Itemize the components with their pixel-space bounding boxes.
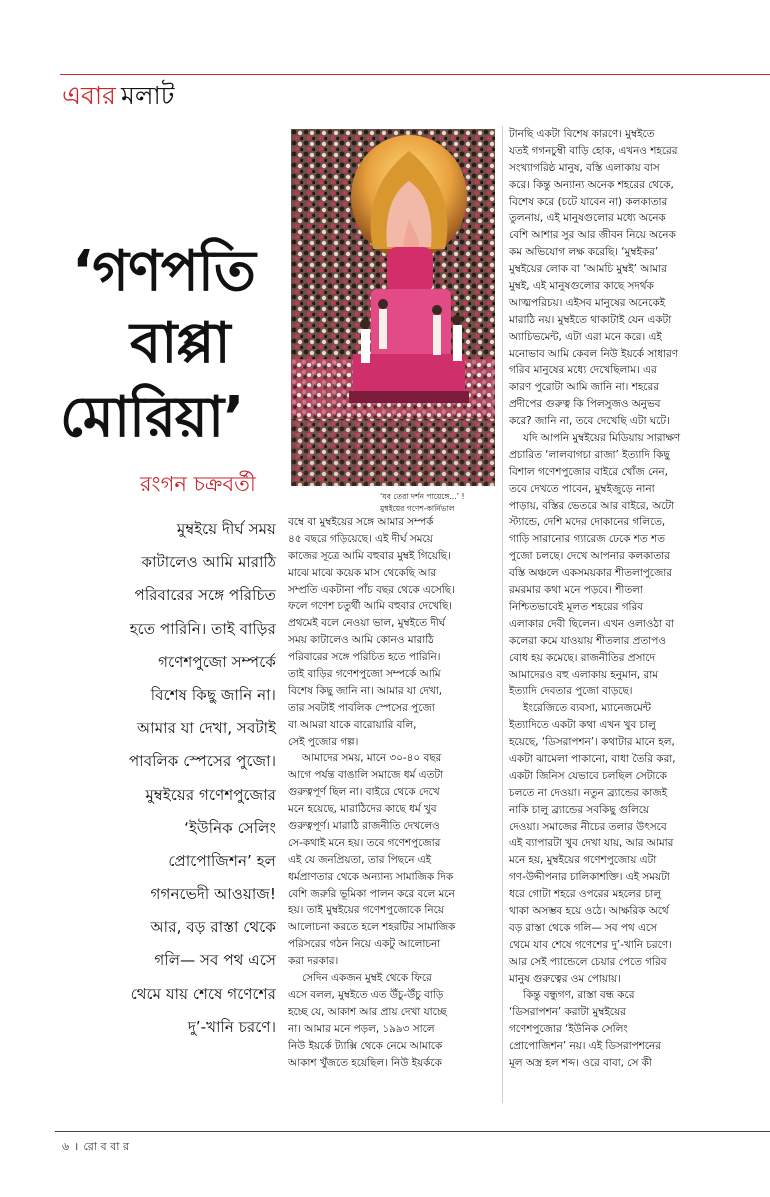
headline-line-3: মোরিয়া’ [60,385,244,450]
column-divider [502,126,503,1103]
body-line: কারণ পুরোটা আমি জানি না। শহরের [509,381,659,394]
intro-line: গণেশপুজো সম্পর্কে [158,652,276,671]
body-line: প্রোপোজিশন’ নয়। এই ডিসরাপশনের [509,1040,661,1053]
body-column-3 [509,126,680,1072]
body-line: কম অভিযোগ লক্ষ করেছি। ‘মুম্বইকর’ [509,246,659,259]
body-line: সে-কথাই মনে হয়। তবে গণেশপুজোর [288,836,441,849]
body-line: দেওয়া। সমাজের নীচের তলার উৎসবে [509,820,667,833]
body-line: হচ্ছে যে, আকাশ আর প্রায় দেখা যাচ্ছে [288,1005,447,1018]
body-line: নিশ্চিতভাবেই মূলত শহরের গরিব [509,600,644,613]
body-line: বম্বে বা মুম্বইয়ের সঙ্গে আমার সম্পর্ক [288,516,434,528]
body-line: নাকি চালু ব্র্যান্ডের সবকিছু গুলিয়ে [509,803,650,816]
body-line: বোধ হয় কমেছে। রাজনীতির প্রসাদে [509,651,655,664]
body-line: গরিব মানুষের মধ্যে দেখেছিলাম। এর [509,364,657,377]
section-title-second: মলাট [120,81,175,110]
body-line: মনে হয়েছে, মারাঠিদের কাছে ধর্ম খুব [288,803,437,816]
body-line: মুম্বইয়ের লোক বা ‘আমচি মুম্বই’ আমার [509,263,667,276]
body-line: প্রথমেই বলে নেওয়া ভাল, মুম্বইতে দীর্ঘ [288,617,446,630]
body-line: এই যে জনপ্রিয়তা, তার পিছনে এই [288,853,432,866]
body-line: সম্প্রতি একটানা পাঁচ বছর থেকে এসেছি। [288,583,455,596]
body-line: হয়েছে, ‘ডিসরাপশন’। কথাটার মানে হল, [509,736,675,749]
body-line: মুম্বই, এই মানুষগুলোর কাছে সদর্থক [509,280,654,293]
body-line: ইংরেজিতে ব্যবসা, ম্যানেজমেন্ট [523,702,651,715]
body-line: আমাদের সময়, মানে ৩০-৪০ বছর [302,752,442,765]
body-line: আত্মপরিচয়। এইসব মানুষের অনেকেই [509,296,666,309]
body-line: কাজের সূত্রে আমি বহুবার মুম্বই গিয়েছি। [288,549,451,562]
section-title [62,80,174,112]
body-line: ইত্যাদি দেবতার পুজো বাড়ছে। [509,685,633,698]
body-line: আগে পর্যন্ত বাঙালি সমাজে ধর্ম এতটা [288,769,444,782]
body-line: এই ব্যাপারটা খুব দেখা যায়, আর আমার [509,837,674,850]
photo-caption [380,491,500,515]
body-line: ইত্যাদিতে একটা কথা এখন খুব চালু [509,719,656,732]
intro-line: কাটালেও আমি মারাঠি [141,553,276,572]
body-line: অ্যাচিভমেন্ট, এটা এরা মনে করে। এই [509,330,662,343]
body-line: আকাশ খুঁজতে হয়েছিল। নিউ ইয়র্ককে [288,1056,442,1069]
body-line: না। আমার মনে পড়ল, ১৯৯৩ সালে [288,1022,435,1035]
intro-line: পরিবারের সঙ্গে পরিচিত [134,586,276,605]
body-line: বস্তি অঞ্চলে একসময়কার শীতলাপুজোর [509,567,672,580]
intro-line: থেমে যায় শেষে গণেশের [130,984,276,1003]
body-line: বেশি জরুরি ভূমিকা পালন করে বলে মনে [288,887,455,900]
body-line: করা দরকার। [288,955,339,968]
body-line: স্ট্যান্ডে, দেশি মদের দোকানের গলিতে, [509,516,666,529]
body-line: গণ-উদ্দীপনার চালিকাশক্তি। এই সময়টা [509,871,670,884]
body-line: করে। কিন্তু অন্যান্য অনেক শহরের থেকে, [509,178,674,191]
body-line: বেশি আশার সুর আর জীবন নিয়ে অনেক [509,229,676,242]
body-line: ধর্মপ্রাণতার থেকে অন্যান্য সামাজিক দিক [288,870,454,883]
body-line: বড় রাস্তা থেকে গলি— সব পথ এসে [509,921,657,934]
body-line: মাঝে মাঝে কয়েক মাস থেকেছি আর [288,566,437,579]
body-line: থেমে যাব শেষে গণেশের দু’-খানি চরণে। [509,938,672,951]
intro-standfirst [58,513,276,1044]
body-line: থাকা অসম্ভব হয়ে ওঠে। আক্ষরিক অর্থে [509,904,669,917]
magazine-name: রো ব বা র [83,1140,130,1153]
body-line: তুলনায়, এই মানুষগুলোর মধ্যে অনেক [509,212,666,225]
body-line: টানছি একটা বিশেষ কারণে। মুম্বইতে [509,128,655,140]
page-footer [62,1139,129,1155]
intro-line: আর, বড় রাস্তা থেকে [150,918,276,937]
body-line: তার সবটাই পাবলিক স্পেসের পুজো [288,701,435,714]
caption-line: ‘যব তেরা দর্শন পায়েঙ্গে...’ ! [380,492,465,501]
headline-line-2: বাপ্পা [130,311,230,376]
body-line: গণেশপুজোর ‘ইউনিক সেলিং [509,1023,628,1036]
body-line: সংখ্যাগরিষ্ঠ মানুষ, বস্তি এলাকায় বাস [509,161,660,174]
intro-line: গলি— সব পথ এসে [154,951,276,970]
body-line: মনে হয়, মুম্বইয়ের গণেশপুজোয় এটা [509,854,657,867]
body-line: সময় কাটালেও আমি কোনও মারাঠি [288,634,434,647]
intro-line: গগনভেদী আওয়াজ! [150,885,276,904]
body-line: যতই গগনচুম্বী বাড়ি হোক, এখনও শহরের [509,144,678,157]
section-title-first: এবার [62,81,116,110]
body-line: মনোভাব আমি কেবল নিউ ইয়র্কে সাধারণ [509,347,679,360]
body-line: কিন্তু বন্ধুগণ, রাস্তা বন্ধ করে [523,989,635,1002]
body-line: চলতে না দেওয়া। নতুন ব্র্যান্ডের কাজই [509,786,668,799]
body-line: পরিবারের সঙ্গে পরিচিত হতে পারিনি। [288,651,441,664]
body-line: ‘ডিসরাপশন’ করাটা মুম্বইয়ের [509,1006,626,1019]
body-line: বা আমরা যাকে বারোয়ারি বলি, [288,718,417,731]
body-line: পরিসরের গঠন নিয়ে একটু আলোচনা [288,938,441,951]
body-line: মারাঠি নয়। মুম্বইতে থাকাটাই যেন একটা [509,313,672,326]
body-line: বিশাল গণেশপুজোর বাইরে খোঁজ নেন, [509,465,668,478]
body-column-2 [288,514,455,1071]
header-rule [60,74,770,75]
body-line: মানুষ গুরুত্বের ওম পোয়ায়। [509,972,621,985]
headline-line-1: ‘গণপতি [72,239,255,304]
body-line: ফলে গণেশ চতুর্থী আমি বহুবার দেখেছি। [288,600,452,613]
body-line: এসে বলল, মুম্বইতে এত উঁচু-উঁচু বাড়ি [288,988,444,1001]
ganesh-procession-illustration [291,129,495,486]
body-line: গাড়ি সারানোর গ্যারেজ ঢেকে শত শত [509,533,665,546]
body-line: ধরে গোটা শহরে ওপরের মহলের চালু [509,888,661,901]
footer-separator: । [74,1140,79,1153]
author-byline: রংগন চক্রবর্তী [140,472,256,496]
body-line: তাই বাড়ির গণেশপুজো সম্পর্কে আমি [288,668,441,681]
intro-line: প্রোপোজিশন’ হল [168,851,276,870]
intro-line: মুম্বইয়ে দীর্ঘ সময় [176,520,276,538]
body-line: পুজো চলছে। দেখে আপনার কলকাতার [509,550,670,563]
body-line: পাড়ায়, বস্তির ভেতরে আর বাইরে, অটো [509,499,675,512]
intro-line: দু’-খানি চরণে। [187,1017,276,1036]
body-line: বিশেষ করে (চটে যাবেন না) কলকাতার [509,195,668,208]
body-line: নিউ ইয়র্কে ট্যাক্সি থেকে নেমে আমাকে [288,1039,443,1052]
body-line: একটা জিনিস যেভাবে চলছিল সেটাকে [509,769,667,782]
intro-line: বিশেষ কিছু জানি না। [150,685,276,704]
body-line: যদি আপনি মুম্বইয়ের মিডিয়ায় সারাক্ষণ [523,432,681,445]
intro-line: মুম্বইয়ের গণেশপুজোর [145,785,276,804]
footer-rule [55,1131,770,1132]
intro-line: হতে পারিনি। তাই বাড়ির [129,619,276,638]
page-number: ৬ [62,1140,70,1153]
body-line: সেদিন একজন মুম্বই থেকে ফিরে [302,972,432,985]
body-line: একটা ঝামেলা পাকানো, বাধা তৈরি করা, [509,752,676,765]
body-line: প্রচারিত ‘লালবাগচা রাজা’ ইত্যাদি কিছু [509,448,670,461]
body-line: করে? জানি না, তবে দেখেছি এটা ঘটে। [509,415,670,428]
body-line: আর সেই প্যান্ডেলে চেয়ার পেতে গরিব [509,955,667,968]
body-line: আমাদেরও বহু এলাকায় হনুমান, রাম [509,668,659,681]
body-line: প্রদীপের গুরুত্ব কি পিলসুজও অনুভব [509,398,661,411]
body-line: মূল অস্ত্র হল শব্দ। ওরে বাবা, সে কী [509,1056,652,1069]
body-line: ৪৫ বছরে গড়িয়েছে। এই দীর্ঘ সময়ে [288,532,433,545]
body-line: আলোচনা করতে হলে শহরটির সামাজিক [288,921,456,934]
body-line: বিশেষ কিছু জানি না। আমার যা দেখা, [288,684,443,697]
ganesh-procession-photo [291,129,495,486]
caption-line: মুম্বইয়ের গণেশ-কার্নিভাল [380,504,455,513]
body-line: রমরমার কথা মনে পড়বে। শীতলা [509,584,643,597]
body-line: হয়। তাই মুম্বইয়ের গণেশপুজোকে নিয়ে [288,904,444,917]
body-line: তবে দেখতে পাবেন, মুম্বইজুড়ে নানা [509,482,655,495]
body-line: গুরুত্বপূর্ণ ছিল না। বাইরে থেকে দেখে [288,786,440,799]
intro-line: ‘ইউনিক সেলিং [184,818,276,837]
body-line: সেই পুজোর গল্প। [288,735,359,748]
body-line: এলাকার দেবী ছিলেন। এখন ওলাওঠা বা [509,617,675,630]
body-line: গুরুত্বপূর্ণ। মারাঠি রাজনীতি দেখলেও [288,820,440,833]
body-line: কলেরা কমে যাওয়ায় শীতলার প্রতাপও [509,634,666,647]
intro-line: পাবলিক স্পেসের পুজো। [128,752,276,771]
intro-line: আমার যা দেখা, সবটাই [137,719,276,738]
